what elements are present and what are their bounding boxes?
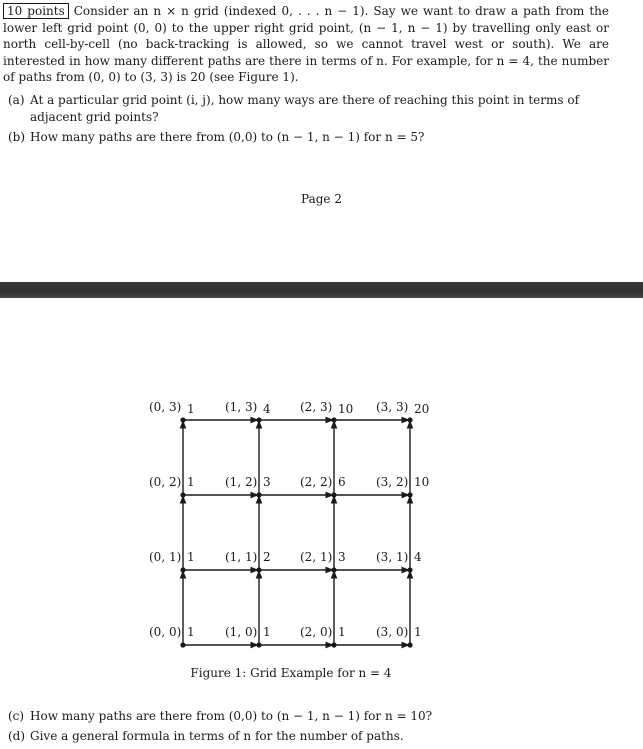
- grid-coord-label: (3, 0): [376, 625, 409, 639]
- grid-path-count: 10: [414, 475, 430, 489]
- page-divider: [0, 282, 643, 298]
- page-1: [0, 0, 643, 282]
- question-b: [8, 129, 606, 146]
- question-text: How many paths are there from (0,0) to (n − 1, n − 1) for n = 10?: [30, 709, 433, 723]
- grid-coord-label: (1, 0): [225, 625, 258, 639]
- grid-path-count: 1: [187, 625, 195, 639]
- grid-coord-label: (2, 2): [300, 475, 333, 489]
- grid-point: [180, 492, 185, 497]
- grid-path-count: 6: [338, 475, 346, 489]
- question-text: Give a general formula in terms of n for the number of paths.: [30, 729, 404, 743]
- problem-statement: [3, 3, 609, 86]
- question-label: (b): [8, 130, 26, 144]
- grid-path-count: 4: [414, 550, 422, 564]
- points-box: 10 points: [3, 3, 69, 19]
- grid-point: [256, 567, 261, 572]
- grid-path-count: 2: [263, 550, 271, 564]
- grid-coord-label: (0, 1): [149, 550, 182, 564]
- grid-point: [180, 567, 185, 572]
- problem-text: Consider an n × n grid (indexed 0, . . . n − 1). Say we want to draw a path from the lower left grid point (0, 0) to the upper right grid point, (n − 1, n − 1) by travelling only east or north cell-by-cell (no back-tracking is allowed, so we cannot travel west or south). We are interested in how many different paths are there in terms of n. For example, for n = 4, the number of paths from (0, 0) to (3, 3) is 20 (see Figure 1).: [3, 4, 609, 84]
- grid-point: [180, 642, 185, 647]
- grid-figure: [0, 298, 643, 658]
- grid-path-count: 20: [414, 402, 430, 416]
- grid-coord-label: (0, 3): [149, 400, 182, 414]
- grid-point: [256, 417, 261, 422]
- grid-coord-label: (1, 1): [225, 550, 258, 564]
- question-c: [8, 708, 606, 725]
- grid-point: [331, 417, 336, 422]
- question-label: (d): [8, 729, 26, 743]
- page-number: Page 2: [301, 192, 342, 206]
- grid-path-count: 1: [414, 625, 422, 639]
- grid-point: [331, 567, 336, 572]
- grid-coord-label: (2, 3): [300, 400, 333, 414]
- grid-point: [407, 567, 412, 572]
- grid-path-count: 1: [263, 625, 271, 639]
- question-d: [8, 728, 606, 745]
- grid-coord-label: (1, 2): [225, 475, 258, 489]
- grid-coord-label: (2, 0): [300, 625, 333, 639]
- grid-coord-label: (2, 1): [300, 550, 333, 564]
- grid-point: [407, 492, 412, 497]
- grid-point: [256, 492, 261, 497]
- grid-coord-label: (3, 3): [376, 400, 409, 414]
- grid-path-count: 4: [263, 402, 271, 416]
- grid-path-count: 10: [338, 402, 354, 416]
- grid-point: [407, 642, 412, 647]
- grid-point: [407, 417, 412, 422]
- grid-path-count: 1: [338, 625, 346, 639]
- grid-path-count: 1: [187, 475, 195, 489]
- question-label: (c): [8, 709, 25, 723]
- grid-path-count: 3: [263, 475, 271, 489]
- grid-coord-label: (1, 3): [225, 400, 258, 414]
- grid-path-count: 1: [187, 550, 195, 564]
- grid-path-count: 3: [338, 550, 346, 564]
- question-text: How many paths are there from (0,0) to (n − 1, n − 1) for n = 5?: [30, 130, 425, 144]
- grid-coord-label: (3, 2): [376, 475, 409, 489]
- grid-coord-label: (3, 1): [376, 550, 409, 564]
- grid-path-count: 1: [187, 402, 195, 416]
- question-text: At a particular grid point (i, j), how many ways are there of reaching this point in terms of adjacent grid points?: [30, 93, 580, 124]
- page-2: [0, 298, 643, 749]
- figure-caption: Figure 1: Grid Example for n = 4: [190, 666, 392, 680]
- grid-point: [331, 492, 336, 497]
- question-label: (a): [8, 93, 25, 107]
- question-a: [8, 92, 606, 125]
- grid-coord-label: (0, 0): [149, 625, 182, 639]
- grid-coord-label: (0, 2): [149, 475, 182, 489]
- grid-point: [180, 417, 185, 422]
- grid-point: [331, 642, 336, 647]
- grid-point: [256, 642, 261, 647]
